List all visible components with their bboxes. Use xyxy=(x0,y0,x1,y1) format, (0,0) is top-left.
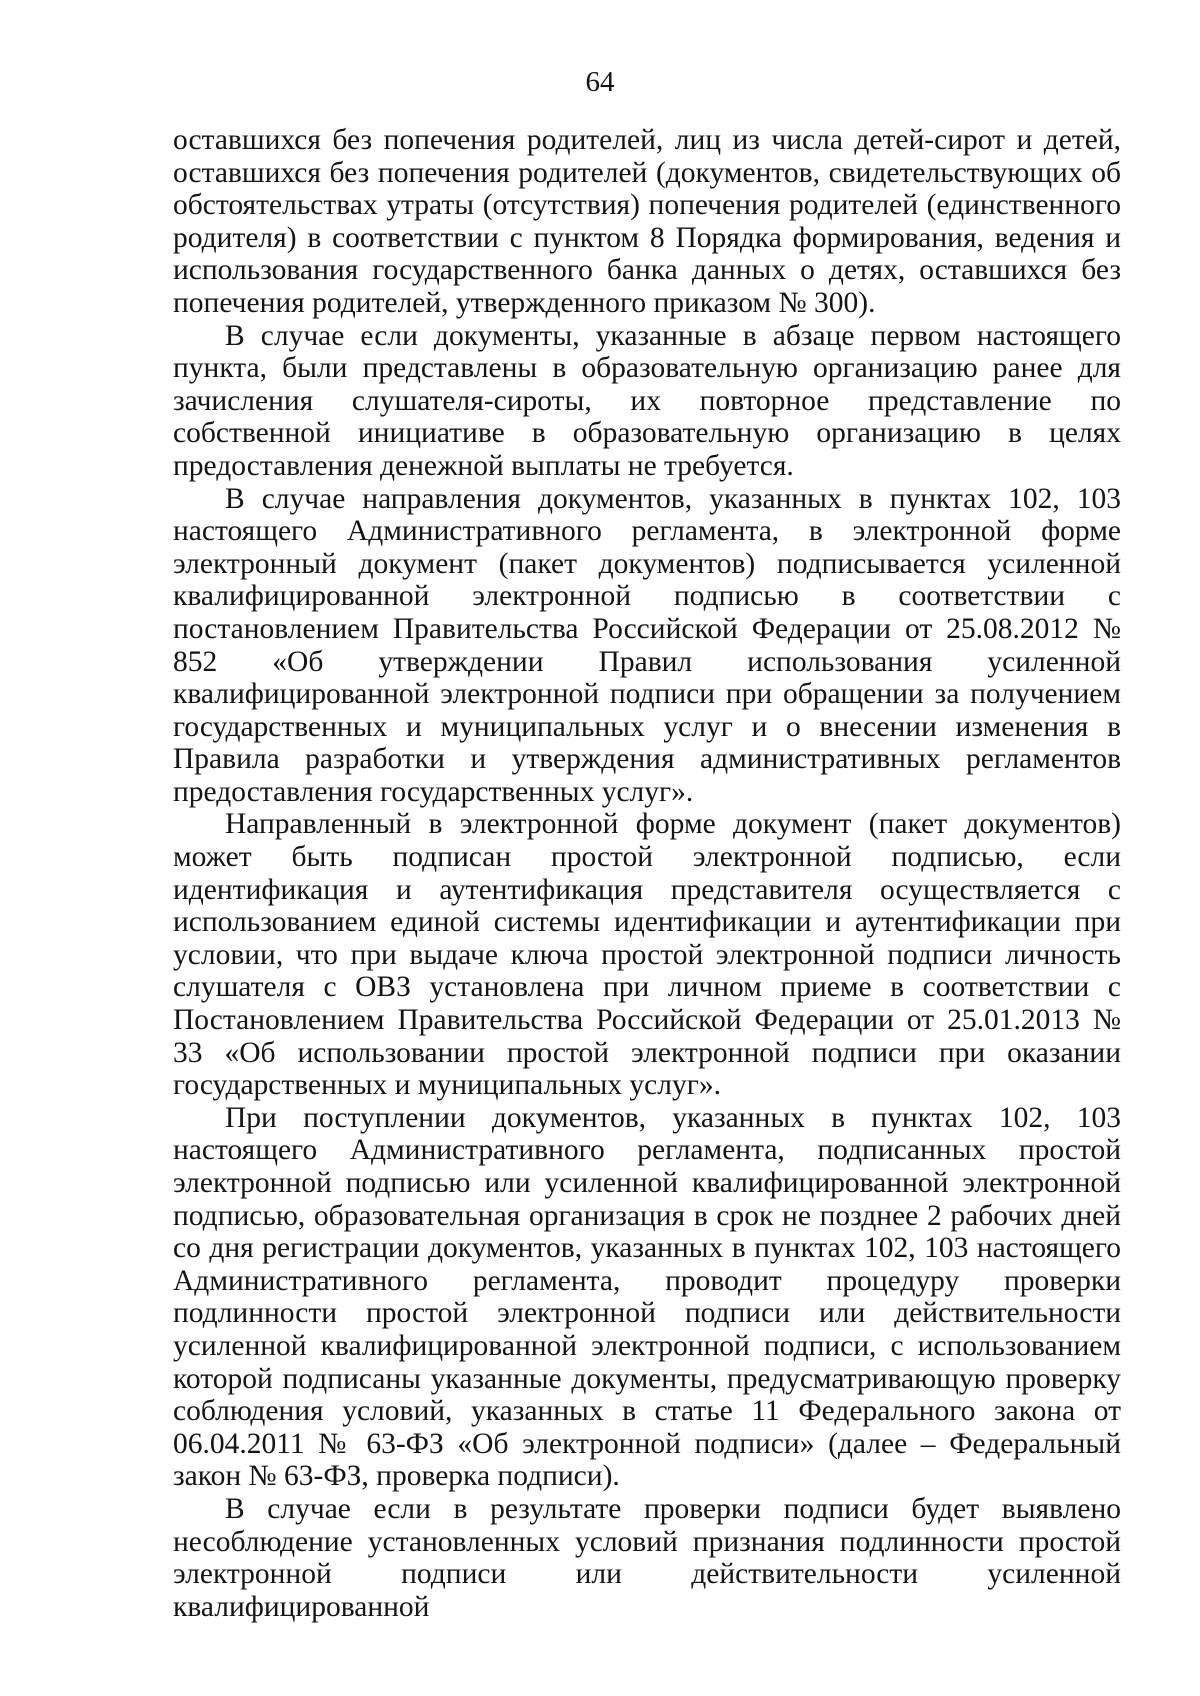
document-body xyxy=(173,124,1121,1623)
paragraph-documents-previously-submitted: В случае если документы, указанные в абзаце первом настоящего пункта, были представлены в образовательную организацию ранее для зачисления слушателя-сироты, их повторное представление по собственной инициативе в образовательную организацию в целях предоставления денежной выплаты не требуется. xyxy=(173,319,1121,482)
page-number: 64 xyxy=(585,66,615,98)
paragraph-qualified-signature: В случае направления документов, указанных в пунктах 102, 103 настоящего Административного регламента, в электронной форме электронный документ (пакет документов) подписывается усиленной квалифицированной электронной подписью в соответствии с постановлением Правительства Российской Федерации от 25.08.2012 № 852 «Об утверждении Правил использования усиленной квалифицированной электронной подписи при обращении за получением государственных и муниципальных услуг и о внесении изменения в Правила разработки и утверждения административных регламентов предоставления государственных услуг». xyxy=(173,482,1121,808)
paragraph-continuation: оставшихся без попечения родителей, лиц из числа детей-сирот и детей, оставшихся без попечения родителей (документов, свидетельствующих об обстоятельствах утраты (отсутствия) попечения родителей (единственного родителя) в соответствии с пунктом 8 Порядка формирования, ведения и использования государственного банка данных о детях, оставшихся без попечения родителей, утвержденного приказом № 300). xyxy=(173,124,1121,319)
paragraph-signature-verification: При поступлении документов, указанных в пунктах 102, 103 настоящего Административного регламента, подписанных простой электронной подписью или усиленной квалифицированной электронной подписью, образовательная организация в срок не позднее 2 рабочих дней со дня регистрации документов, указанных в пунктах 102, 103 настоящего Административного регламента, проводит процедуру проверки подлинности простой электронной подписи или действительности усиленной квалифицированной электронной подписи, с использованием которой подписаны указанные документы, предусматривающую проверку соблюдения условий, указанных в статье 11 Федерального закона от 06.04.2011 № 63-ФЗ «Об электронной подписи» (далее – Федеральный закон № 63-ФЗ, проверка подписи). xyxy=(173,1101,1121,1493)
paragraph-verification-failure: В случае если в результате проверки подписи будет выявлено несоблюдение установленных условий признания подлинности простой электронной подписи или действительности усиленной квалифицированной xyxy=(173,1492,1121,1623)
paragraph-simple-signature: Направленный в электронной форме документ (пакет документов) может быть подписан простой электронной подписью, если идентификация и аутентификация представителя осуществляется с использованием единой системы идентификации и аутентификации при условии, что при выдаче ключа простой электронной подписи личность слушателя с ОВЗ установлена при личном приеме в соответствии с Постановлением Правительства Российской Федерации от 25.01.2013 № 33 «Об использовании простой электронной подписи при оказании государственных и муниципальных услуг». xyxy=(173,808,1121,1102)
